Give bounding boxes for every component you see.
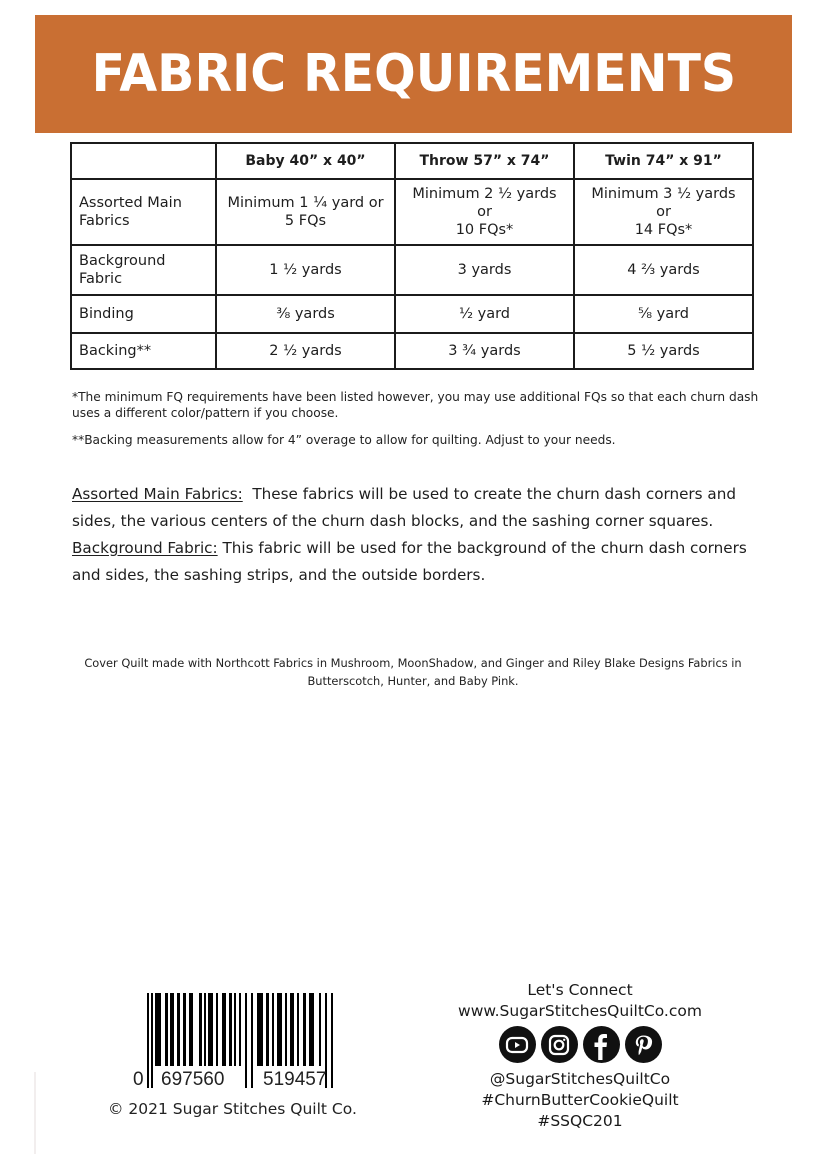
footnote-backing: **Backing measurements allow for 4” overage to allow for quilting. Adjust to your needs. [72,433,616,447]
cell-line: 5 FQs [284,213,327,229]
barcode-bar [216,993,218,1066]
description-term: Background Fabric: [72,539,218,557]
barcode-bar [290,993,294,1066]
cell-line: or [656,204,671,220]
barcode-bar [331,993,333,1088]
description-term: Assorted Main Fabrics: [72,485,243,503]
table-header-row [71,143,753,179]
cell-line: or [477,204,492,220]
fabric-requirements-table [70,142,754,370]
website-link[interactable]: www.SugarStitchesQuiltCo.com [458,1002,702,1020]
barcode-bar [272,993,274,1066]
page-edge-divider [34,1072,36,1154]
barcode-bar [170,993,174,1066]
barcode-right-group: 519457 [263,1069,327,1088]
table-header-corner [71,143,216,179]
barcode-bar [204,993,206,1066]
fabric-descriptions [72,481,772,589]
table-cell [216,179,395,245]
table-header-throw: Throw 57” x 74” [395,143,574,179]
pinterest-icon[interactable] [625,1026,662,1063]
cover-quilt-credit: Cover Quilt made with Northcott Fabrics in Mushroom, MoonShadow, and Ginger and Riley Blake Designs Fabrics in Butterscotch, Hunter, and Baby Pink. [84,656,742,688]
barcode-left-group: 697560 [161,1069,225,1088]
row-label: Assorted Main Fabrics [71,179,216,245]
barcode-bar [251,993,253,1088]
instagram-icon[interactable] [541,1026,578,1063]
social-handle[interactable]: @SugarStitchesQuiltCo [489,1070,671,1088]
table-header-baby: Baby 40” x 40” [216,143,395,179]
table-cell: ½ yard [395,295,574,333]
barcode-bar [208,993,213,1066]
table-cell: 1 ½ yards [216,245,395,295]
barcode [133,993,373,1088]
barcode-bar [309,993,314,1066]
description-background-fabric [72,535,772,589]
barcode-bar [147,993,149,1088]
hashtag-quilt[interactable]: #ChurnButterCookieQuilt [481,1091,679,1109]
barcode-bar [266,993,269,1066]
description-text: This fabric will be used for the background of the churn dash corners and sides, the sashing strips, and the outside borders. [72,539,747,584]
table-cell [574,179,753,245]
barcode-bar [229,993,232,1066]
social-icons [430,1026,730,1063]
barcode-bar [222,993,226,1066]
table-row [71,295,753,333]
youtube-icon[interactable] [499,1026,536,1063]
table-cell: ⅝ yard [574,295,753,333]
facebook-icon[interactable] [583,1026,620,1063]
connect-heading: Let's Connect [527,981,633,999]
barcode-bar [189,993,193,1066]
description-main-fabrics [72,481,772,535]
barcode-bar [177,993,180,1066]
table-row [71,179,753,245]
page-title: FABRIC REQUIREMENTS [91,44,736,104]
footnote-fq: *The minimum FQ requirements have been listed however, you may use additional FQs so that each churn dash uses a different color/pattern if you choose. [72,390,759,420]
table-row [71,245,753,295]
table-cell: 4 ⅔ yards [574,245,753,295]
table-cell: 3 ¾ yards [395,333,574,369]
barcode-bar [285,993,287,1066]
connect-block [430,980,730,1132]
description-text: These fabrics will be used to create the churn dash corners and sides, the various centers of the churn dash blocks, and the sashing corner squares. [72,485,736,530]
table-header-twin: Twin 74” x 91” [574,143,753,179]
barcode-bar [303,993,306,1066]
barcode-bar [277,993,282,1066]
barcode-left-digit: 0 [133,1069,144,1088]
barcode-bar [297,993,299,1066]
copyright: © 2021 Sugar Stitches Quilt Co. [108,1100,357,1118]
table-cell: 3 yards [395,245,574,295]
barcode-bar [257,993,263,1066]
barcode-bar [319,993,321,1066]
title-banner [35,15,792,133]
barcode-bar [199,993,202,1066]
row-label: Background Fabric [71,245,216,295]
hashtag-pattern-code[interactable]: #SSQC201 [537,1112,623,1130]
barcode-bar [245,993,247,1088]
row-label: Binding [71,295,216,333]
barcode-bar [155,993,161,1066]
table-cell: 2 ½ yards [216,333,395,369]
table-cell [395,179,574,245]
barcode-bar [151,993,153,1088]
barcode-bar [239,993,241,1066]
table-cell: 5 ½ yards [574,333,753,369]
cell-line: 14 FQs* [634,222,693,238]
cell-line: 10 FQs* [455,222,514,238]
table-cell: ⅜ yards [216,295,395,333]
barcode-bar [165,993,168,1066]
barcode-bar [183,993,186,1066]
cell-line: Minimum 1 ¼ yard or [227,195,384,211]
row-label: Backing** [71,333,216,369]
cell-line: Minimum 2 ½ yards [412,186,557,202]
cell-line: Minimum 3 ½ yards [591,186,736,202]
table-row [71,333,753,369]
barcode-bar [234,993,236,1066]
